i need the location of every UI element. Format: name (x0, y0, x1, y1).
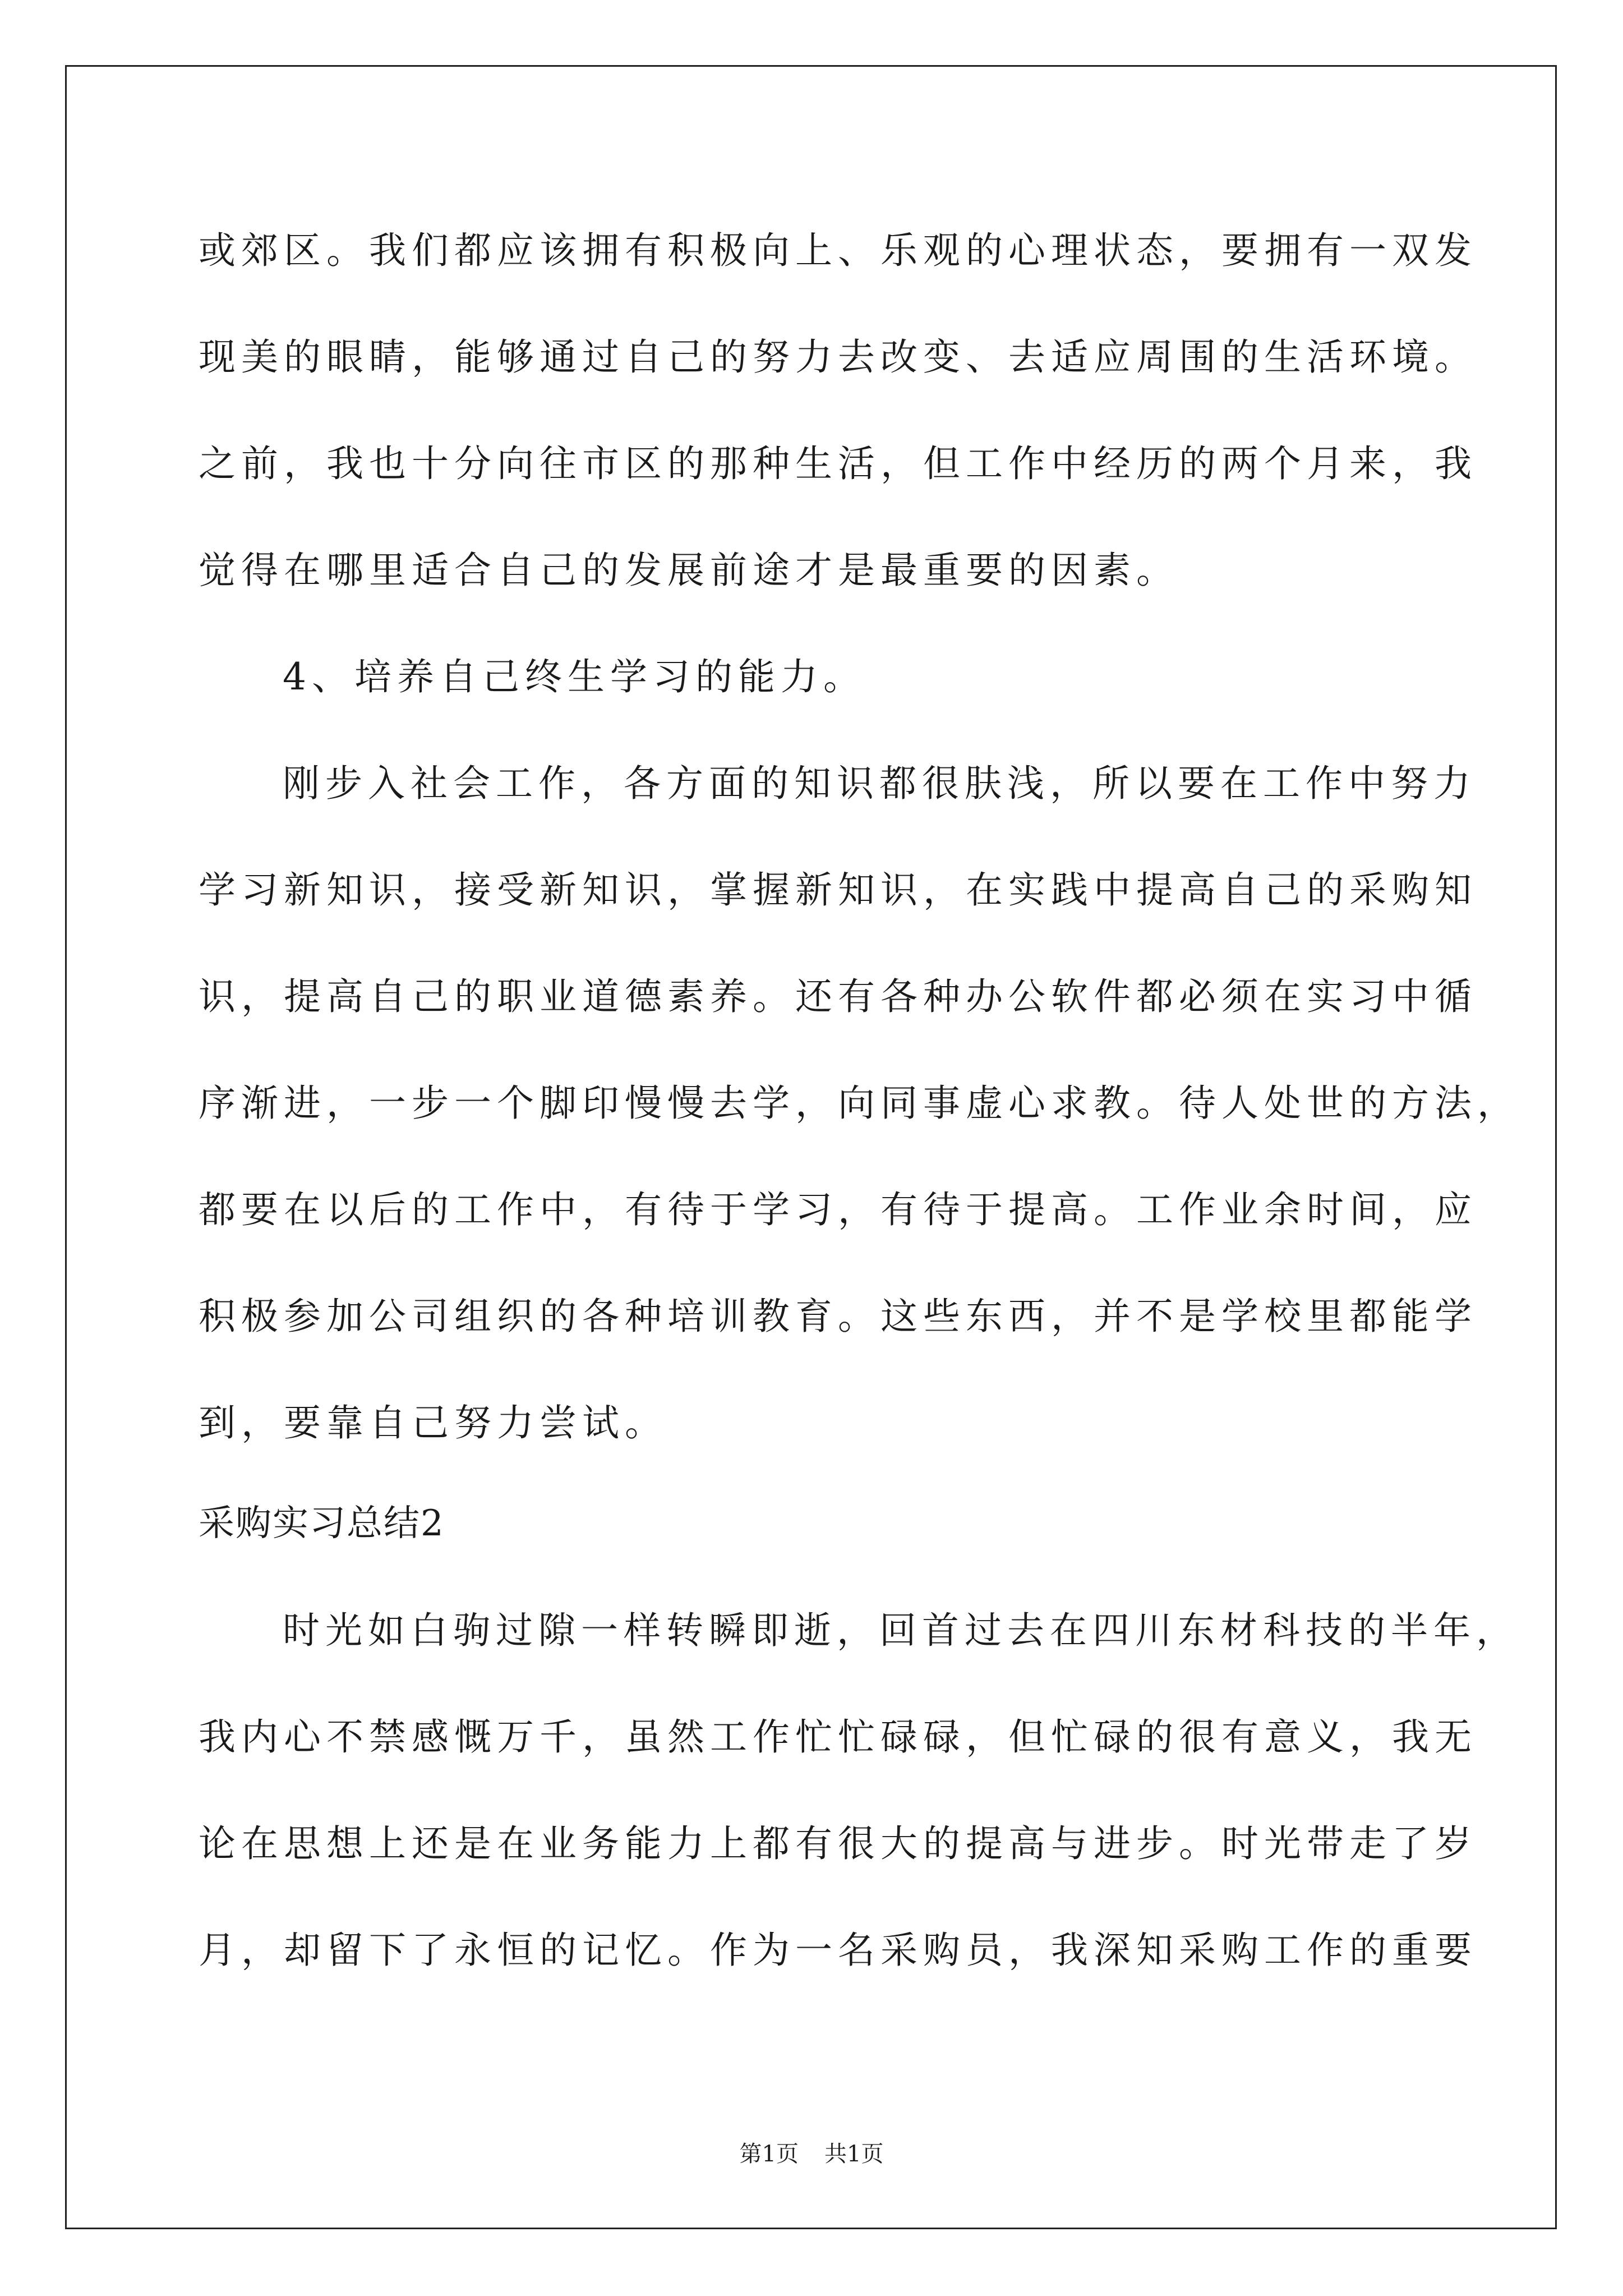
body-line: 序渐进，一步一个脚印慢慢去学，向同事虚心求教。待人处世的方法， (199, 1082, 1520, 1125)
body-line: 现美的眼睛，能够通过自己的努力去改变、去适应周围的生活环境。 (199, 335, 1477, 379)
body-line: 学习新知识，接受新知识，掌握新知识，在实践中提高自己的采购知 (199, 868, 1477, 912)
body-line: 之前，我也十分向往市区的那种生活，但工作中经历的两个月来，我 (199, 442, 1477, 485)
body-line: 月，却留下了永恒的记忆。作为一名采购员，我深知采购工作的重要 (199, 1929, 1477, 1972)
body-line: 识，提高自己的职业道德素养。还有各种办公软件都必须在实习中循 (199, 975, 1477, 1018)
page-footer (0, 2136, 1623, 2168)
body-line: 积极参加公司组织的各种培训教育。这些东西，并不是学校里都能学 (199, 1295, 1477, 1338)
body-line: 都要在以后的工作中，有待于学习，有待于提高。工作业余时间，应 (199, 1188, 1477, 1231)
body-line: 到，要靠自己努力尝试。 (199, 1401, 667, 1444)
page-total: 共1页 (824, 2141, 884, 2167)
document-title: 采购实习总结2 (199, 1503, 445, 1544)
body-line: 我内心不禁感慨万千，虽然工作忙忙碌碌，但忙碌的很有意义，我无 (199, 1715, 1477, 1759)
page-border (65, 65, 1557, 2229)
body-line: 时光如白驹过隙一样转瞬即逝，回首过去在四川东材科技的半年， (283, 1609, 1519, 1652)
body-line: 或郊区。我们都应该拥有积极向上、乐观的心理状态，要拥有一双发 (199, 229, 1477, 272)
page-number: 第1页 (739, 2141, 799, 2167)
body-line: 论在思想上还是在业务能力上都有很大的提高与进步。时光带走了岁 (199, 1822, 1477, 1865)
section-heading: 4、培养自己终生学习的能力。 (283, 655, 866, 698)
body-line: 刚步入社会工作，各方面的知识都很肤浅，所以要在工作中努力 (283, 762, 1476, 805)
body-line: 觉得在哪里适合自己的发展前途才是最重要的因素。 (199, 549, 1179, 592)
